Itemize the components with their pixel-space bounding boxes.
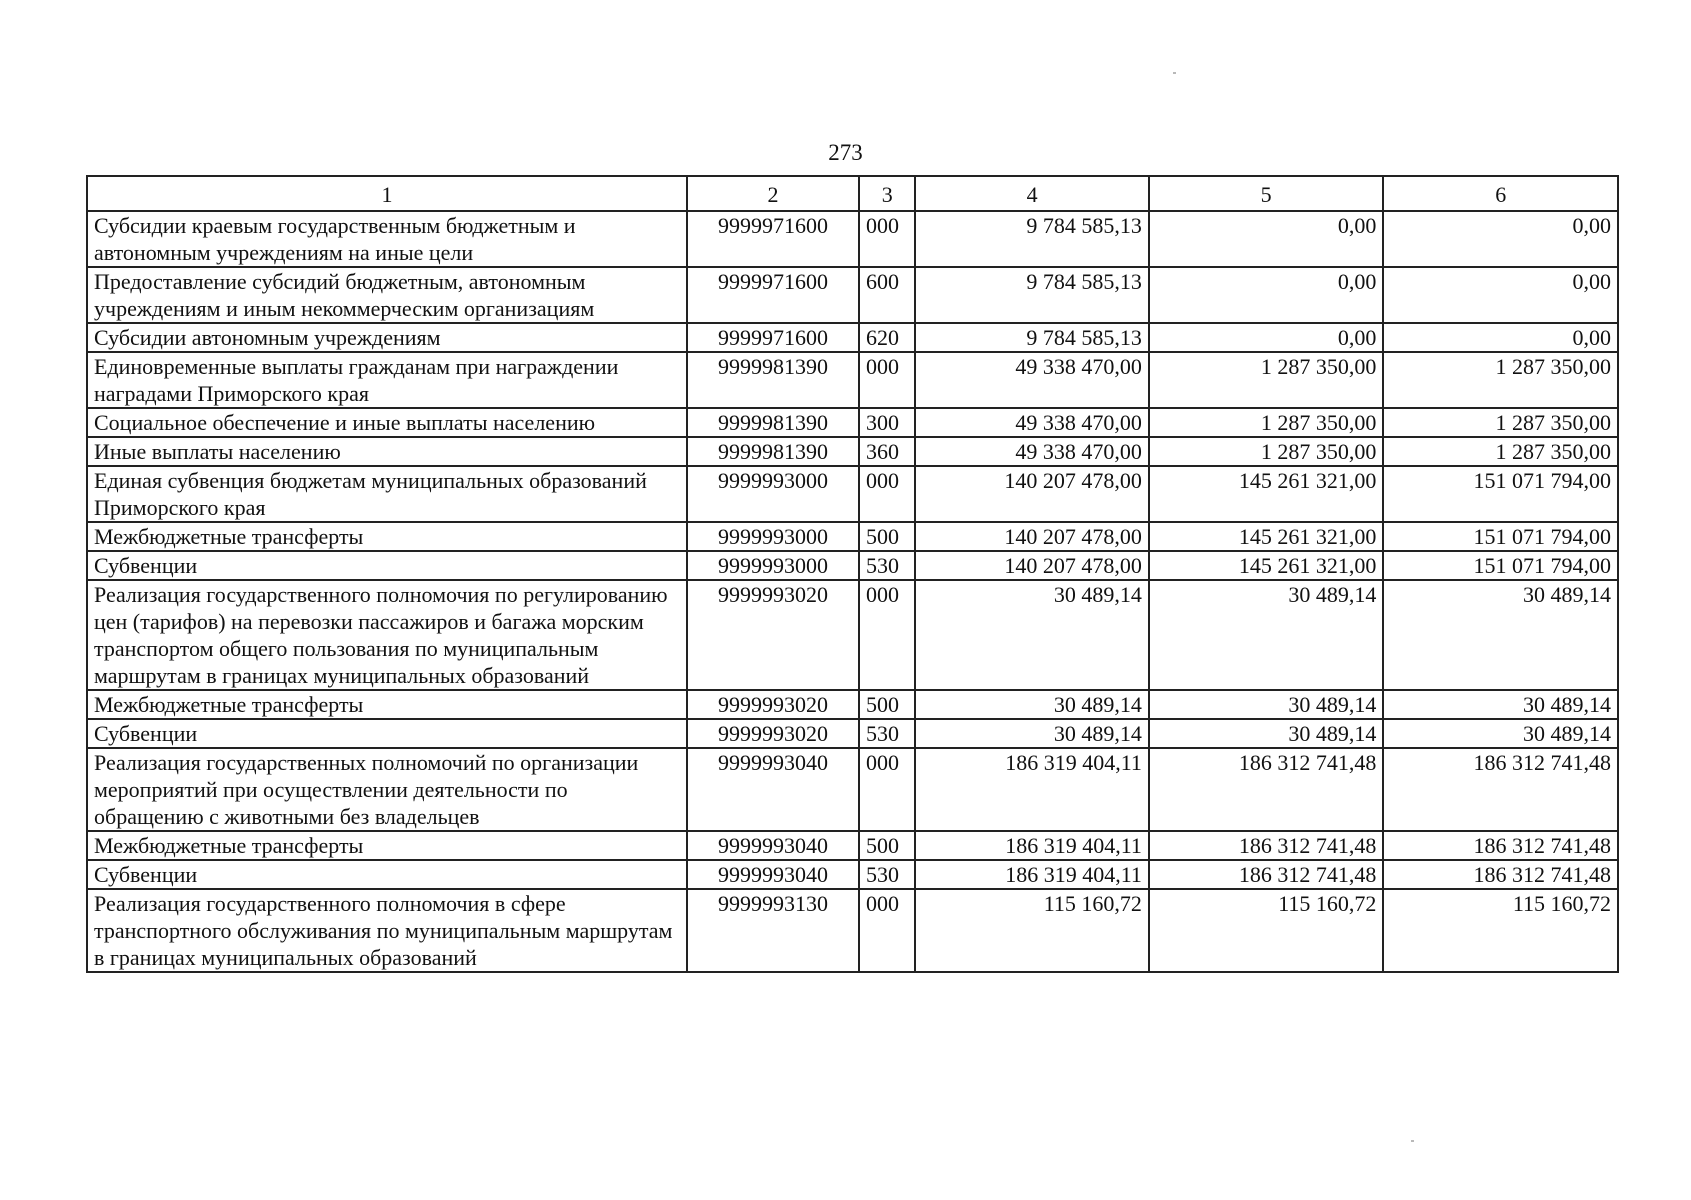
table-row — [87, 831, 1618, 860]
table-row — [87, 211, 1618, 267]
row-name: Субвенции — [87, 860, 687, 889]
row-name: Предоставление субсидий бюджетным, автономным учреждениям и иным некоммерческим организациям — [87, 267, 687, 323]
row-amount-col5: 30 489,14 — [1149, 690, 1384, 719]
table-row — [87, 580, 1618, 690]
row-expense-type: 000 — [859, 580, 915, 690]
row-name: Иные выплаты населению — [87, 437, 687, 466]
row-target-code: 9999993040 — [687, 748, 859, 831]
row-expense-type: 000 — [859, 889, 915, 972]
row-amount-col5: 30 489,14 — [1149, 580, 1384, 690]
row-amount-col4: 9 784 585,13 — [915, 323, 1149, 352]
table-row — [87, 408, 1618, 437]
row-amount-col4: 115 160,72 — [915, 889, 1149, 972]
row-amount-col4: 49 338 470,00 — [915, 437, 1149, 466]
table-row — [87, 690, 1618, 719]
table-row — [87, 352, 1618, 408]
row-amount-col5: 0,00 — [1149, 211, 1384, 267]
row-amount-col4: 49 338 470,00 — [915, 408, 1149, 437]
row-target-code: 9999971600 — [687, 323, 859, 352]
row-amount-col6: 1 287 350,00 — [1383, 408, 1618, 437]
row-amount-col4: 186 319 404,11 — [915, 748, 1149, 831]
column-header: 2 — [687, 176, 859, 211]
column-header: 5 — [1149, 176, 1384, 211]
row-amount-col6: 151 071 794,00 — [1383, 522, 1618, 551]
table-row — [87, 889, 1618, 972]
row-expense-type: 620 — [859, 323, 915, 352]
table-row — [87, 719, 1618, 748]
row-expense-type: 360 — [859, 437, 915, 466]
row-amount-col4: 49 338 470,00 — [915, 352, 1149, 408]
row-amount-col4: 30 489,14 — [915, 690, 1149, 719]
row-name: Субвенции — [87, 551, 687, 580]
row-name: Субсидии автономным учреждениям — [87, 323, 687, 352]
column-header: 1 — [87, 176, 687, 211]
row-target-code: 9999981390 — [687, 437, 859, 466]
column-header: 6 — [1383, 176, 1618, 211]
row-amount-col6: 1 287 350,00 — [1383, 437, 1618, 466]
row-expense-type: 000 — [859, 352, 915, 408]
row-target-code: 9999993000 — [687, 551, 859, 580]
row-target-code: 9999981390 — [687, 352, 859, 408]
row-expense-type: 530 — [859, 551, 915, 580]
row-target-code: 9999993130 — [687, 889, 859, 972]
table-row — [87, 551, 1618, 580]
budget-table — [86, 175, 1619, 973]
row-amount-col4: 140 207 478,00 — [915, 466, 1149, 522]
row-amount-col5: 145 261 321,00 — [1149, 551, 1384, 580]
row-target-code: 9999993040 — [687, 860, 859, 889]
table-row — [87, 748, 1618, 831]
row-expense-type: 300 — [859, 408, 915, 437]
table-row — [87, 860, 1618, 889]
row-amount-col6: 115 160,72 — [1383, 889, 1618, 972]
row-amount-col6: 151 071 794,00 — [1383, 466, 1618, 522]
row-name: Реализация государственных полномочий по организации мероприятий при осуществлении деятельности по обращению с животными без владельцев — [87, 748, 687, 831]
table-row — [87, 267, 1618, 323]
row-amount-col5: 0,00 — [1149, 267, 1384, 323]
row-amount-col6: 30 489,14 — [1383, 690, 1618, 719]
row-amount-col4: 30 489,14 — [915, 580, 1149, 690]
row-name: Социальное обеспечение и иные выплаты населению — [87, 408, 687, 437]
table-row — [87, 437, 1618, 466]
row-amount-col5: 0,00 — [1149, 323, 1384, 352]
row-amount-col5: 145 261 321,00 — [1149, 522, 1384, 551]
row-amount-col4: 9 784 585,13 — [915, 211, 1149, 267]
row-amount-col5: 30 489,14 — [1149, 719, 1384, 748]
column-header: 4 — [915, 176, 1149, 211]
column-header: 3 — [859, 176, 915, 211]
row-amount-col5: 1 287 350,00 — [1149, 437, 1384, 466]
row-amount-col5: 115 160,72 — [1149, 889, 1384, 972]
row-amount-col6: 151 071 794,00 — [1383, 551, 1618, 580]
row-expense-type: 530 — [859, 860, 915, 889]
row-amount-col6: 186 312 741,48 — [1383, 748, 1618, 831]
row-amount-col6: 186 312 741,48 — [1383, 831, 1618, 860]
row-amount-col6: 186 312 741,48 — [1383, 860, 1618, 889]
row-target-code: 9999993020 — [687, 690, 859, 719]
table-row — [87, 522, 1618, 551]
row-name: Единая субвенция бюджетам муниципальных образований Приморского края — [87, 466, 687, 522]
row-amount-col4: 186 319 404,11 — [915, 860, 1149, 889]
table-body — [87, 211, 1618, 972]
row-amount-col6: 30 489,14 — [1383, 719, 1618, 748]
row-amount-col4: 186 319 404,11 — [915, 831, 1149, 860]
row-amount-col4: 9 784 585,13 — [915, 267, 1149, 323]
row-expense-type: 000 — [859, 211, 915, 267]
row-expense-type: 500 — [859, 831, 915, 860]
row-amount-col6: 0,00 — [1383, 323, 1618, 352]
table-row — [87, 323, 1618, 352]
row-amount-col6: 30 489,14 — [1383, 580, 1618, 690]
row-target-code: 9999971600 — [687, 211, 859, 267]
row-name: Субсидии краевым государственным бюджетным и автономным учреждениям на иные цели — [87, 211, 687, 267]
row-target-code: 9999993000 — [687, 466, 859, 522]
row-name: Реализация государственного полномочия по регулированию цен (тарифов) на перевозки пассажиров и багажа морским транспортом общего пользования по муниципальным маршрутам в границах муниципальных образований — [87, 580, 687, 690]
row-amount-col5: 186 312 741,48 — [1149, 860, 1384, 889]
row-amount-col4: 140 207 478,00 — [915, 551, 1149, 580]
row-name: Межбюджетные трансферты — [87, 690, 687, 719]
row-name: Межбюджетные трансферты — [87, 831, 687, 860]
row-amount-col5: 186 312 741,48 — [1149, 748, 1384, 831]
row-expense-type: 000 — [859, 748, 915, 831]
row-amount-col4: 30 489,14 — [915, 719, 1149, 748]
row-name: Реализация государственного полномочия в сфере транспортного обслуживания по муниципальным маршрутам в границах муниципальных образований — [87, 889, 687, 972]
row-expense-type: 600 — [859, 267, 915, 323]
scan-speck — [1411, 1140, 1414, 1142]
row-target-code: 9999993000 — [687, 522, 859, 551]
scan-speck — [1173, 72, 1176, 74]
page-number: 273 — [828, 140, 863, 165]
row-name: Субвенции — [87, 719, 687, 748]
row-target-code: 9999981390 — [687, 408, 859, 437]
row-amount-col6: 1 287 350,00 — [1383, 352, 1618, 408]
row-amount-col5: 186 312 741,48 — [1149, 831, 1384, 860]
row-name: Межбюджетные трансферты — [87, 522, 687, 551]
row-amount-col5: 1 287 350,00 — [1149, 408, 1384, 437]
row-expense-type: 500 — [859, 522, 915, 551]
row-target-code: 9999993020 — [687, 719, 859, 748]
row-target-code: 9999993040 — [687, 831, 859, 860]
row-amount-col4: 140 207 478,00 — [915, 522, 1149, 551]
row-expense-type: 500 — [859, 690, 915, 719]
row-amount-col5: 1 287 350,00 — [1149, 352, 1384, 408]
row-amount-col6: 0,00 — [1383, 267, 1618, 323]
row-amount-col6: 0,00 — [1383, 211, 1618, 267]
table-header-row — [87, 176, 1618, 211]
row-expense-type: 000 — [859, 466, 915, 522]
table-row — [87, 466, 1618, 522]
row-name: Единовременные выплаты гражданам при награждении наградами Приморского края — [87, 352, 687, 408]
row-target-code: 9999971600 — [687, 267, 859, 323]
row-expense-type: 530 — [859, 719, 915, 748]
row-amount-col5: 145 261 321,00 — [1149, 466, 1384, 522]
row-target-code: 9999993020 — [687, 580, 859, 690]
